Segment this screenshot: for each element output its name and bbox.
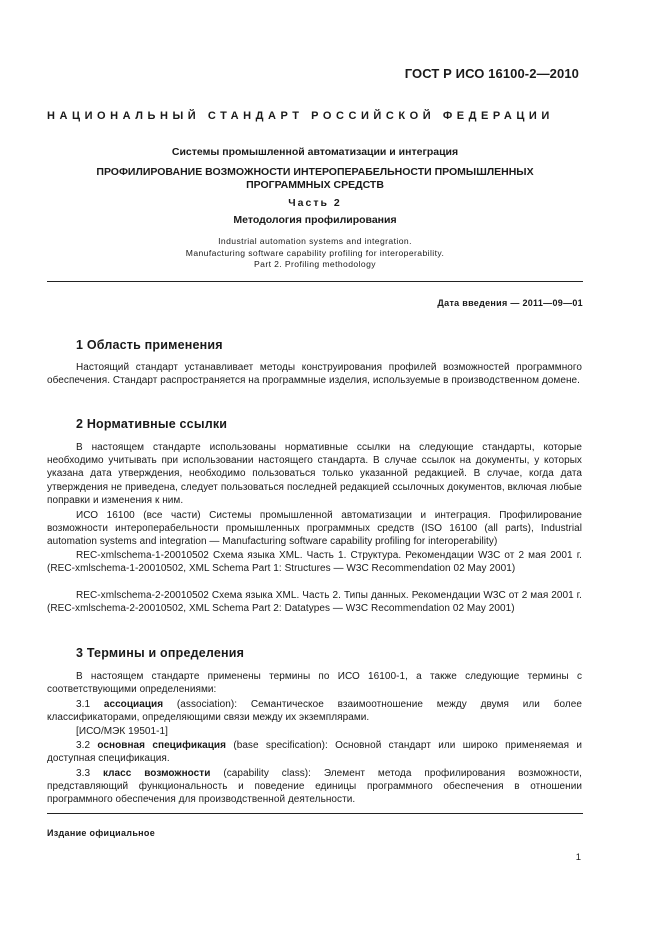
paragraph: В настоящем стандарте применены термины по ИСО 16100-1, а также следующие термины с соответствующими определениями: [47,671,582,696]
term-number: 3.2 [76,740,98,751]
term-text: (association): Семантическое взаимоотношение между двумя или более классификаторами, определяющими связи между их экземплярами. [47,699,582,724]
term-text: (base specification): Основной стандарт или широко применяемая и доступная спецификация. [47,740,582,765]
section-heading-normative-references: 2 Нормативные ссылки [76,417,228,431]
document-title [47,166,583,192]
english-title-line: Manufacturing software capability profiling for interoperability. [185,247,445,258]
paragraph: Настоящий стандарт устанавливает методы конструирования профилей возможностей программного обеспечения. Стандарт распространяется на программные изделия, используемые в производственном домене. [47,362,582,387]
term-definition [47,739,582,765]
page-number: 1 [575,852,581,863]
document-subtitle: Методология профилирования [233,214,397,226]
term: основная спецификация [97,740,227,751]
term-definition [47,698,582,724]
term: класс возможности [102,768,211,779]
document-title-line: ПРОГРАММНЫХ СРЕДСТВ [246,179,384,191]
english-title-line: Industrial automation systems and integration. [218,236,412,246]
series-title: Системы промышленной автоматизации и интеграция [171,146,459,158]
english-title-line: Part 2. Profiling methodology [254,259,376,269]
official-edition-label: Издание официальное [47,828,156,838]
term-number: 3.1 [76,699,104,710]
paragraph: В настоящем стандарте использованы нормативные ссылки на следующие стандарты, которые необходимо учитывать при использовании настоящего стандарта. В случае ссылок на документы, у которых указана дата утверждения, необходимо пользоваться только указанной редакцией. В случае, когда дата утверждения не приведена, следует пользоваться последней редакцией ссылочных документов, включая любые поправки и изменения к ним. [47,442,582,506]
national-standard-banner: НАЦИОНАЛЬНЫЙ СТАНДАРТ РОССИЙСКОЙ ФЕДЕРАЦИИ [47,110,554,122]
standard-code: ГОСТ Р ИСО 16100-2—2010 [404,66,579,81]
part-label: Часть 2 [288,197,342,209]
document-title-line: ПРОФИЛИРОВАНИЕ ВОЗМОЖНОСТИ ИНТЕРОПЕРАБЕЛЬНОСТИ ПРОМЫШЛЕННЫХ [96,166,534,178]
section-heading-scope: 1 Область применения [76,338,223,352]
term-reference: [ИСО/МЭК 19501-1] [76,726,168,737]
date-of-introduction: Дата введения — 2011—09—01 [437,298,583,308]
term-number: 3.3 [76,768,103,779]
term: ассоциация [103,699,164,710]
section-heading-terms-and-definitions: 3 Термины и определения [76,646,245,660]
footer-divider [47,813,583,814]
title-divider [47,281,583,282]
term-definition [47,767,582,807]
paragraph: ИСО 16100 (все части) Системы промышленной автоматизации и интеграция. Профилирование возможности интероперабельности промышленных программных средств (ISO 16100 (all parts), Industrial automation systems and integration — Manufacturing software capability profiling for interoperability) [47,510,582,548]
english-title [47,236,583,271]
paragraph: REC-xmlschema-1-20010502 Схема языка XML. Часть 1. Структура. Рекомендации W3C от 2 мая 2001 г. (REC-xmlschema-1-20010502, XML Schema Part 1: Structures — W3C Recommendation 02 May 2001) [47,550,582,575]
paragraph: REC-xmlschema-2-20010502 Схема языка XML. Часть 2. Типы данных. Рекомендации W3C от 2 мая 2001 г. (REC-xmlschema-2-20010502, XML Schema Part 2: Datatypes — W3C Recommendation 02 May 2001) [47,590,582,615]
term-text: (capability class): Элемент метода профилирования возможности, представляющий функциональность и поведение единицы программного обеспечения в отношении программного обеспечения для производственной деятельности. [47,768,582,806]
